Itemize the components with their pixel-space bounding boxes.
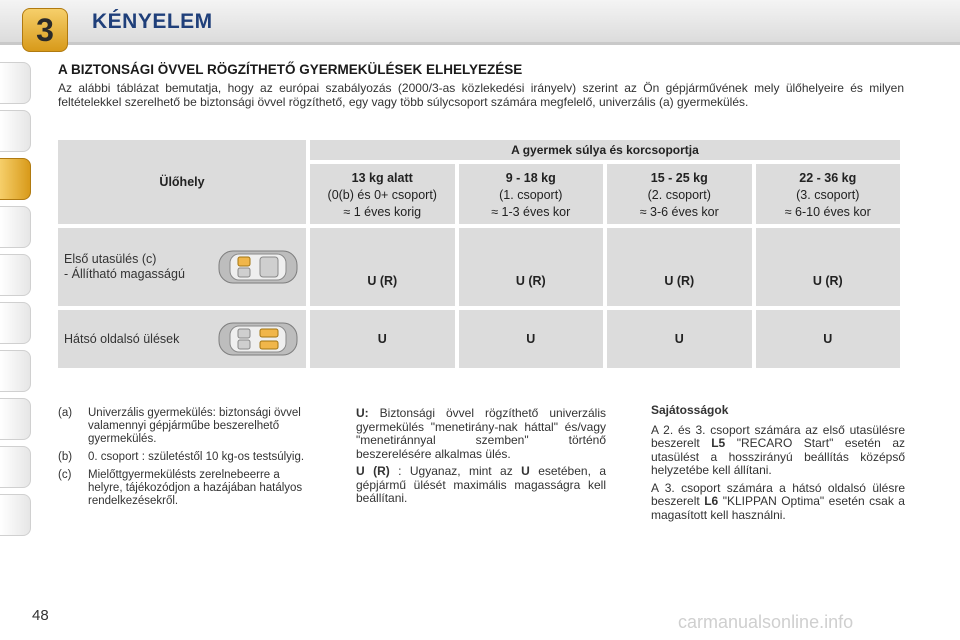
table-cell: U xyxy=(756,310,901,368)
chapter-tab-3-active[interactable] xyxy=(0,158,31,200)
chapter-tab-8[interactable] xyxy=(0,398,31,440)
footnote-key: (a) xyxy=(58,407,73,419)
legend-u-text: Biztonsági övvel rögzíthető univerzális gyermekülés "menetirány-nak háttal" és/vagy "menetiránnyal szemben" történő beszerelésére alkalmas ülés. xyxy=(356,406,607,461)
table-cell: U (R) xyxy=(607,228,752,306)
legend xyxy=(356,407,606,510)
feature-1-text-b: "RECARO Start" esetén az utasülést a hosszirányú beállítás középső helyzetébe kell állítani. xyxy=(651,436,906,477)
column-header xyxy=(607,164,752,224)
header-rule xyxy=(0,42,960,45)
chapter-tab-10[interactable] xyxy=(0,494,31,536)
footnote xyxy=(58,469,310,508)
legend-u xyxy=(356,407,606,461)
feature-2-text-b: "KLIPPAN Optima" esetén csak a magasított kell használni. xyxy=(651,494,905,522)
car-front-seat-icon xyxy=(216,247,300,287)
chapter-title: KÉNYELEM xyxy=(92,10,213,33)
chapter-tab-5[interactable] xyxy=(0,254,31,296)
row-label-text: Első utasülés (c) xyxy=(64,252,157,266)
column-age: ≈ 1 éves korig xyxy=(343,205,422,219)
footnote xyxy=(58,451,310,464)
feature-2-code: L6 xyxy=(704,494,719,508)
column-weight: 9 - 18 kg xyxy=(505,171,556,185)
row-sublabel-text: - Állítható magasságú xyxy=(64,267,185,281)
legend-ur-text-2: esetében, a gépjármű ülését maximális magasságra kell beállítani. xyxy=(356,464,606,505)
chapter-tab-7[interactable] xyxy=(0,350,31,392)
chapter-tabs xyxy=(0,62,32,542)
chapter-tab-1[interactable] xyxy=(0,62,31,104)
column-group: (1. csoport) xyxy=(499,188,563,202)
footnotes xyxy=(58,407,310,513)
table-cell: U (R) xyxy=(756,228,901,306)
seat-header-cell xyxy=(58,140,306,224)
page-number: 48 xyxy=(32,607,49,624)
group-header: A gyermek súlya és korcsoportja xyxy=(310,140,900,160)
chapter-tab-2[interactable] xyxy=(0,110,31,152)
table-cell: U (R) xyxy=(459,228,604,306)
column-group: (3. csoport) xyxy=(796,188,860,202)
footnote-text: 0. csoport : születéstől 10 kg-os testsúlyig. xyxy=(88,451,305,463)
column-header xyxy=(459,164,604,224)
table-row-front-seat xyxy=(58,228,904,310)
column-group: (0(b) és 0+ csoport) xyxy=(327,188,437,202)
chapter-tab-6[interactable] xyxy=(0,302,31,344)
section-heading: A BIZTONSÁGI ÖVVEL RÖGZÍTHETŐ GYERMEKÜLÉSEK ELHELYEZÉSE xyxy=(58,62,523,77)
feature-1-text-a: A 2. és 3. csoport számára az első utasülésre beszerelt xyxy=(651,422,905,450)
features xyxy=(651,404,905,526)
feature-1-code: L5 xyxy=(711,436,726,450)
chapter-tab-4[interactable] xyxy=(0,206,31,248)
features-heading: Sajátosságok xyxy=(651,403,729,417)
intro-paragraph: Az alábbi táblázat bemutatja, hogy az európai szabályozás (2000/3-as közlekedési irányelv) szerint az Ön gépjárművének mely ülőhelyeire és milyen feltételekkel szerelhető be biztonsági övvel rögzíthető, egy vagy több súlycsoport számára megfelelő, univerzális (a) gyermekülés. xyxy=(58,81,904,109)
legend-ur xyxy=(356,465,606,506)
legend-ur-text-1: : Ugyanaz, mint az xyxy=(398,464,513,478)
column-weight: 22 - 36 kg xyxy=(799,171,857,185)
column-age: ≈ 3-6 éves kor xyxy=(639,205,719,219)
legend-u-key: U: xyxy=(356,406,369,420)
legend-ur-key: U (R) xyxy=(356,464,390,478)
column-weight: 13 kg alatt xyxy=(351,171,413,185)
column-group: (2. csoport) xyxy=(647,188,711,202)
column-age: ≈ 6-10 éves kor xyxy=(784,205,871,219)
footnote-key: (b) xyxy=(58,451,73,463)
column-header xyxy=(756,164,901,224)
seat-table xyxy=(58,140,904,372)
feature-2-text-a: A 3. csoport számára a hátsó oldalsó ülésre beszerelt xyxy=(651,480,905,508)
column-age: ≈ 1-3 éves kor xyxy=(491,205,571,219)
feature-paragraph-2 xyxy=(651,482,905,523)
table-row-rear-seats xyxy=(58,310,904,372)
watermark: carmanualsonline.info xyxy=(678,612,854,632)
footnote-text: Univerzális gyermekülés: biztonsági övvel valamennyi gépjárműbe beszerelhető gyermekülés. xyxy=(88,407,301,445)
car-rear-seat-icon xyxy=(216,319,300,359)
row-label-rear xyxy=(58,310,306,368)
column-header xyxy=(310,164,455,224)
footnote xyxy=(58,407,310,446)
chapter-tab-9[interactable] xyxy=(0,446,31,488)
row-label-text: Hátsó oldalsó ülések xyxy=(64,331,180,346)
table-cell: U xyxy=(607,310,752,368)
table-cell: U xyxy=(310,310,455,368)
row-label-front xyxy=(58,228,306,306)
chapter-badge: 3 xyxy=(22,8,68,52)
seat-header: Ülőhely xyxy=(159,175,205,189)
footnote-text: Mielőttgyermekülésts zerelnebeerre a helyre, tájékozódjon a hazájában hatályos rendelkezésekről. xyxy=(88,469,303,507)
column-weight: 15 - 25 kg xyxy=(650,171,708,185)
footnote-key: (c) xyxy=(58,469,72,481)
feature-paragraph-1 xyxy=(651,424,905,478)
table-cell: U (R) xyxy=(310,228,455,306)
table-cell: U xyxy=(459,310,604,368)
legend-ur-u: U xyxy=(521,464,530,478)
